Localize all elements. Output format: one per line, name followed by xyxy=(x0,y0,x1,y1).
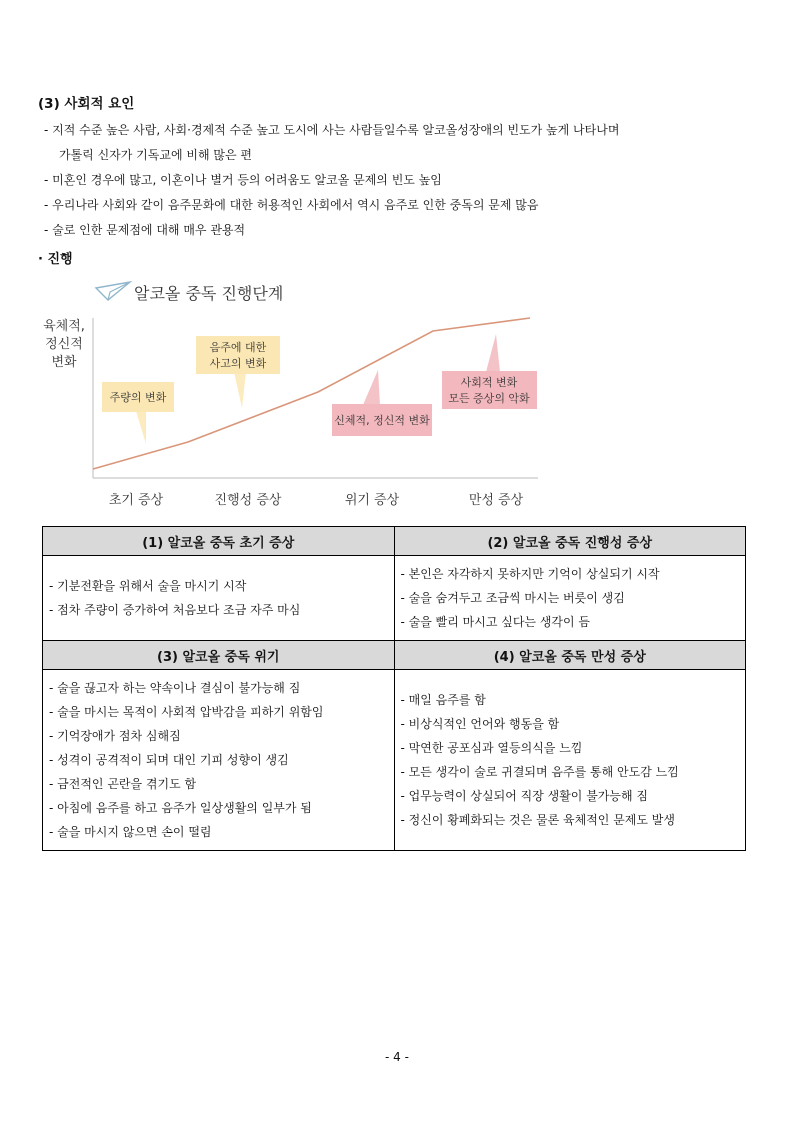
list-item: - 모든 생각이 술로 귀결되며 음주를 통해 안도감 느낌 xyxy=(400,765,679,779)
symptoms-table xyxy=(42,526,746,851)
list-item: - 기분전환을 위해서 술을 마시기 시작 xyxy=(49,579,247,593)
list-item: - 술을 숨겨두고 조금씩 마시는 버릇이 생김 xyxy=(400,591,625,605)
svg-text:사고의 변화: 사고의 변화 xyxy=(209,357,267,370)
section-heading: (3) 사회적 요인 xyxy=(38,96,135,112)
callout-amount xyxy=(102,382,174,444)
stage-label-chronic: 만성 증상 xyxy=(468,493,524,508)
header-progressive: (2) 알코올 중독 진행성 증상 xyxy=(394,527,746,556)
cell-early xyxy=(43,556,395,641)
list-item: - 미혼인 경우에 많고, 이혼이나 별거 등의 어려움도 알코올 문제의 빈도 높임 xyxy=(44,173,442,187)
svg-text:모든 증상의 악화: 모든 증상의 악화 xyxy=(448,392,530,405)
svg-text:주량의 변화: 주량의 변화 xyxy=(109,391,167,404)
header-early: (1) 알코올 중독 초기 증상 xyxy=(43,527,395,556)
list-item: - 성격이 공격적이 되며 대인 기피 성향이 생김 xyxy=(49,753,289,767)
y-axis-label-line: 변화 xyxy=(51,355,77,370)
list-item: - 본인은 자각하지 못하지만 기억이 상실되기 시작 xyxy=(400,567,660,581)
list-item: - 점차 주량이 증가하여 처음보다 조금 자주 마심 xyxy=(49,603,301,617)
svg-text:신체적, 정신적 변화: 신체적, 정신적 변화 xyxy=(334,414,430,427)
list-item: - 술을 마시지 않으면 손이 떨림 xyxy=(49,825,212,839)
cell-crisis xyxy=(43,670,395,851)
header-crisis: (3) 알코올 중독 위기 xyxy=(43,641,395,670)
list-item: - 지적 수준 높은 사람, 사회·경제적 수준 높고 도시에 사는 사람들일수록 알코올성장애의 빈도가 높게 나타나며 xyxy=(44,123,620,137)
callout-social xyxy=(442,334,537,409)
svg-text:사회적 변화: 사회적 변화 xyxy=(460,376,518,389)
callout-thinking xyxy=(196,336,280,408)
list-item: - 술을 마시는 목적이 사회적 압박감을 피하기 위함임 xyxy=(49,705,324,719)
list-item: - 매일 음주를 함 xyxy=(400,693,486,707)
stage-label-progressive: 진행성 증상 xyxy=(214,493,282,508)
list-item: - 비상식적인 언어와 행동을 함 xyxy=(400,717,560,731)
list-item: - 막연한 공포심과 열등의식을 느낌 xyxy=(400,741,583,755)
list-item: - 술을 끊고자 하는 약속이나 결심이 불가능해 짐 xyxy=(49,681,301,695)
progression-diagram xyxy=(38,278,548,513)
list-item-continuation: 가톨릭 신자가 기독교에 비해 많은 편 xyxy=(59,148,252,162)
y-axis-label-line: 정신적 xyxy=(45,337,83,352)
y-axis-label-line: 육체적, xyxy=(43,319,85,334)
list-item: - 술을 빨리 마시고 싶다는 생각이 듬 xyxy=(400,615,591,629)
paper-plane-icon xyxy=(96,282,130,300)
callout-physical xyxy=(332,370,432,436)
list-item: - 기억장애가 점차 심해짐 xyxy=(49,729,181,743)
header-chronic: (4) 알코올 중독 만성 증상 xyxy=(394,641,746,670)
cell-progressive xyxy=(394,556,746,641)
list-item: - 금전적인 곤란을 겪기도 함 xyxy=(49,777,197,791)
progress-heading: · 진행 xyxy=(38,252,73,267)
page-number: - 4 - xyxy=(385,1050,409,1064)
list-item: - 아침에 음주를 하고 음주가 일상생활의 일부가 됨 xyxy=(49,801,312,815)
list-item: - 우리나라 사회와 같이 음주문화에 대한 허용적인 사회에서 역시 음주로 인한 중독의 문제 많음 xyxy=(44,198,539,212)
stage-label-early: 초기 증상 xyxy=(108,493,164,508)
stage-label-crisis: 위기 증상 xyxy=(344,493,400,508)
cell-chronic xyxy=(394,670,746,851)
list-item: - 업무능력이 상실되어 직장 생활이 불가능해 짐 xyxy=(400,789,648,803)
social-factor-list xyxy=(44,118,756,243)
diagram-title: 알코올 중독 진행단계 xyxy=(134,284,284,303)
list-item: - 정신이 황폐화되는 것은 물론 육체적인 문제도 발생 xyxy=(400,813,675,827)
list-item: - 술로 인한 문제점에 대해 매우 관용적 xyxy=(44,223,246,237)
svg-text:음주에 대한: 음주에 대한 xyxy=(209,341,267,354)
